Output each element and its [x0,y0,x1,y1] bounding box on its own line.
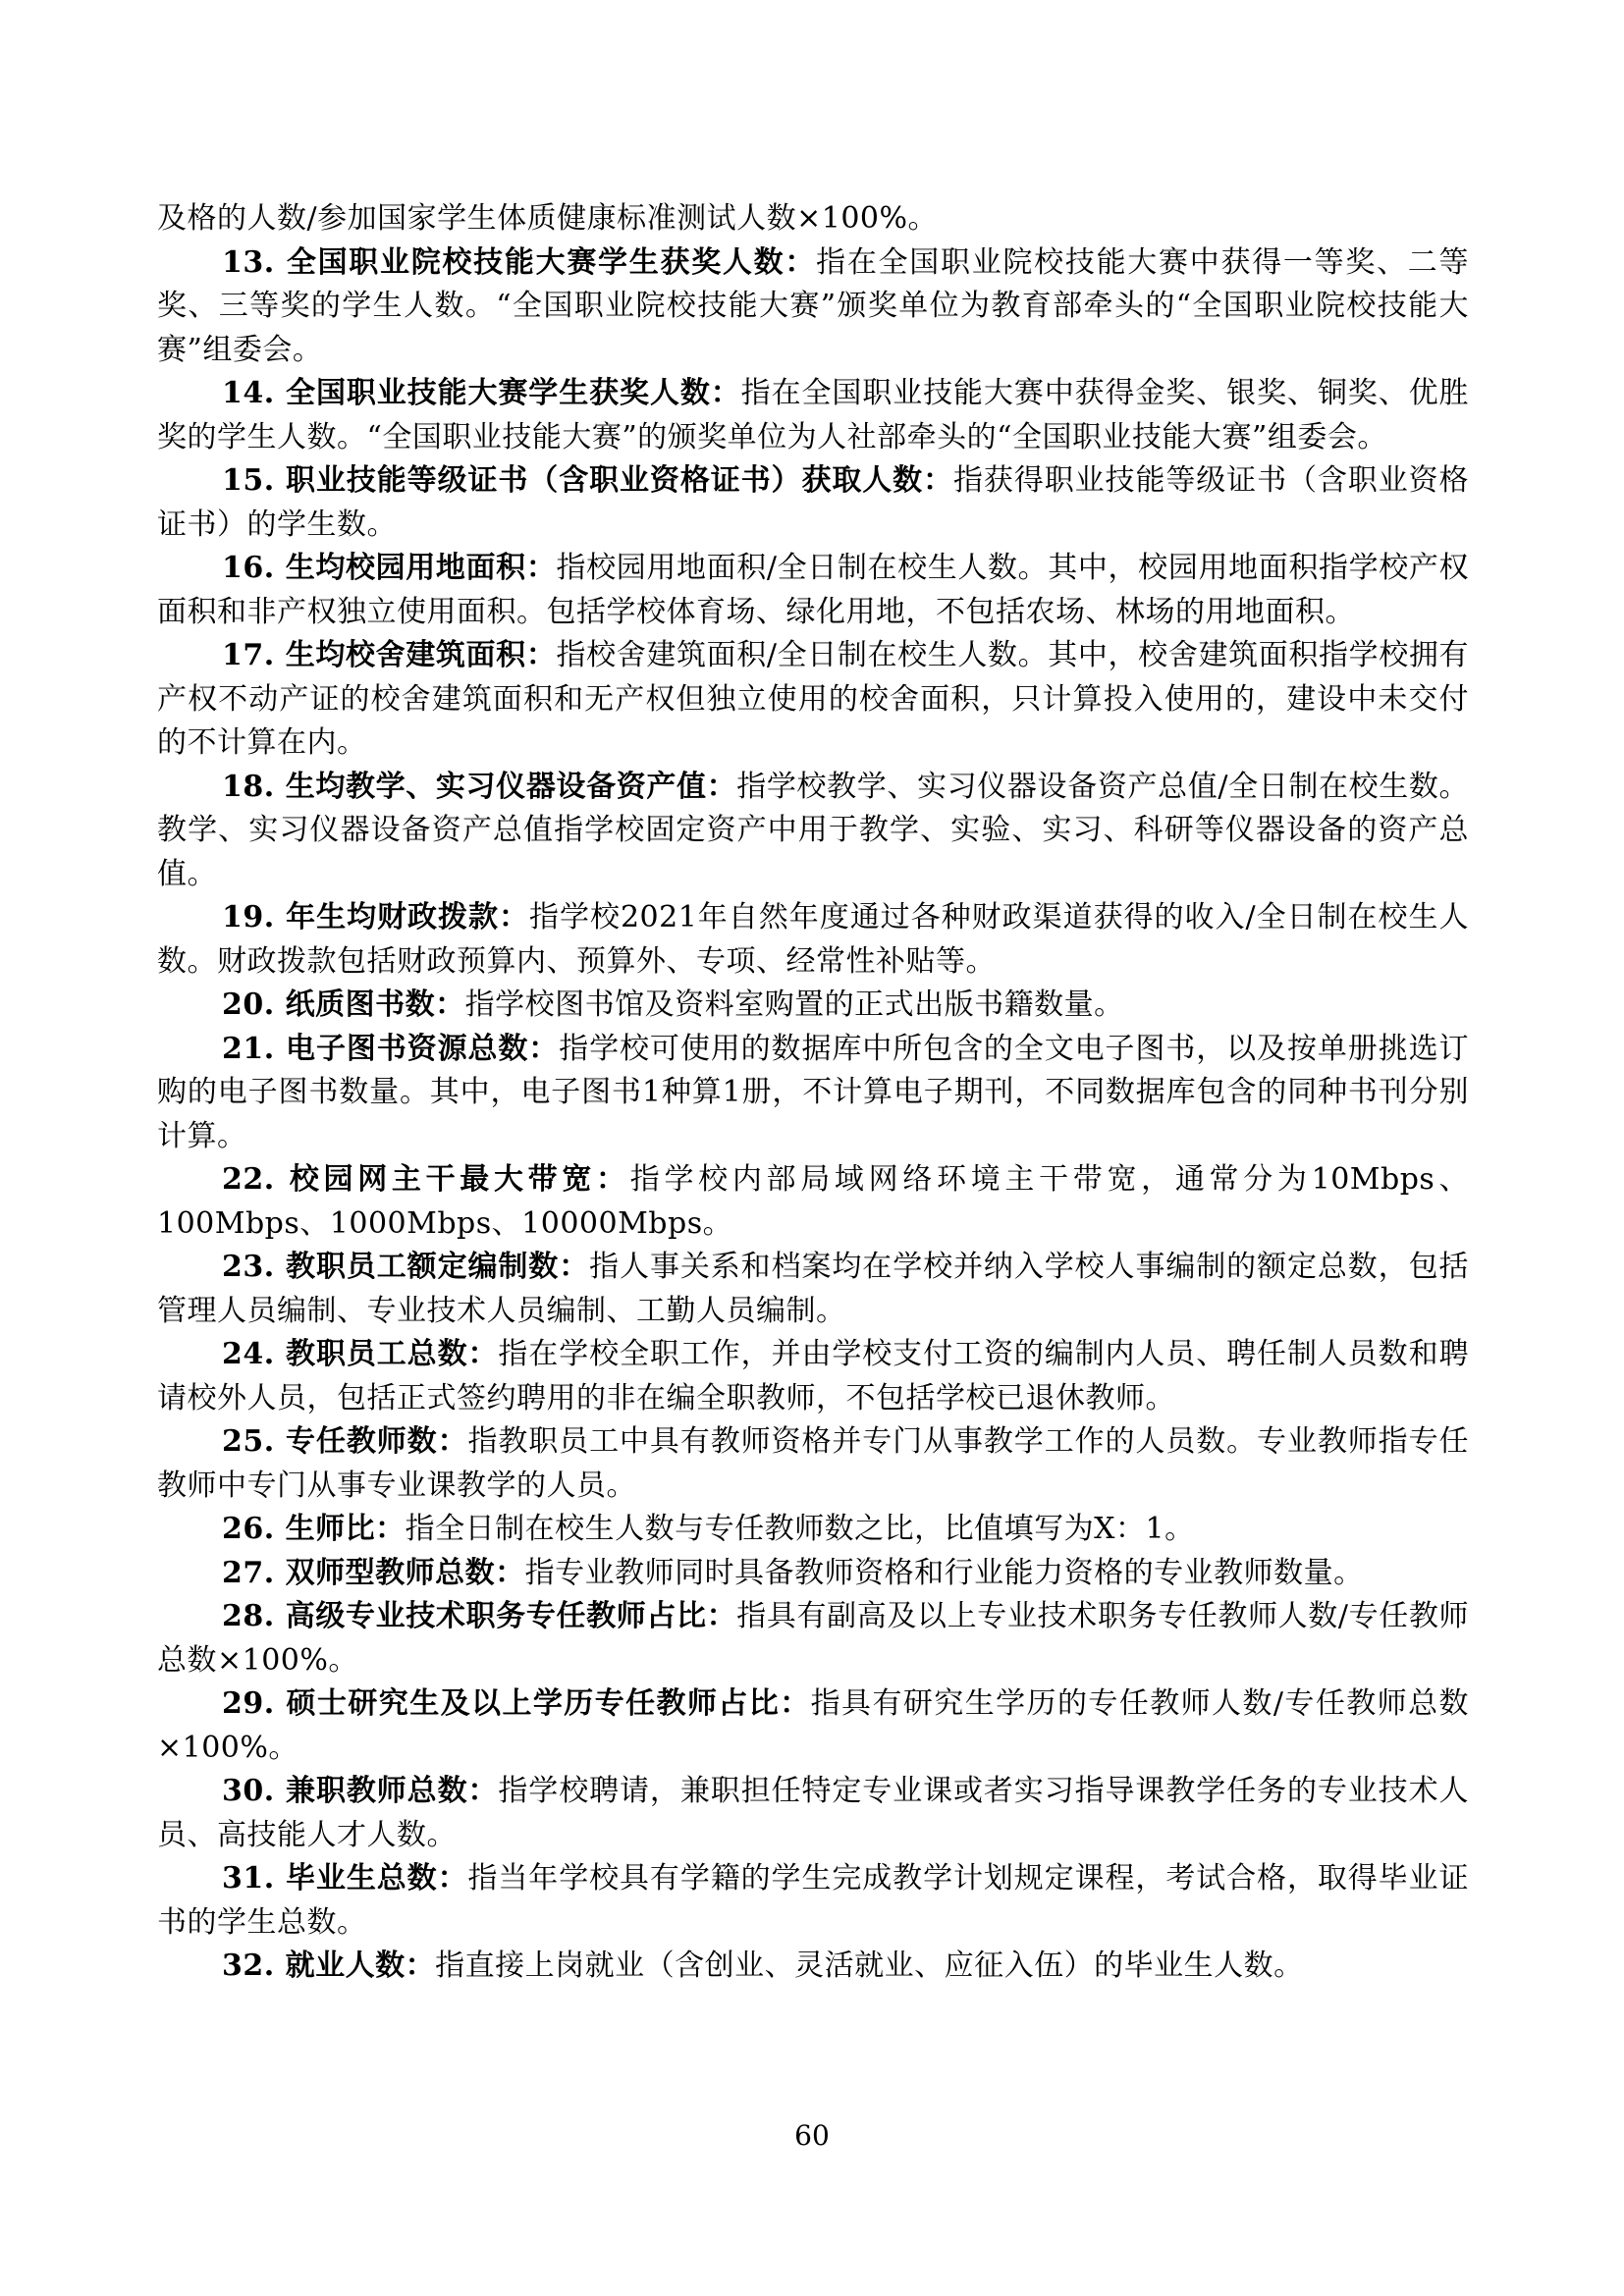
item-definition: 指人事关系和档案均在学校并纳入学校人事编制的额定总数，包括管理人员编制、专业技术人员编制、工勤人员编制。 [157,1250,1470,1328]
item-term: 21. 电子图书资源总数： [222,1031,560,1066]
item-definition: 指学校图书馆及资料室购置的正式出版书籍数量。 [464,988,1124,1022]
item-term: 31. 毕业生总数： [222,1861,468,1896]
definition-item-18 [157,766,1469,897]
definition-item-27 [157,1552,1469,1596]
item-definition: 指学校可使用的数据库中所包含的全文电子图书，以及按单册挑选订购的电子图书数量。其中，电子图书1种算1册，不计算电子期刊，不同数据库包含的同种书刊分别计算。 [157,1031,1469,1153]
definition-item-16 [157,547,1469,634]
definition-item-26 [157,1508,1469,1552]
item-term: 32. 就业人数： [222,1949,436,1983]
definitions-list [157,241,1469,1989]
definition-item-32 [157,1945,1469,1989]
definition-item-29 [157,1682,1469,1770]
item-term: 24. 教职员工总数： [222,1337,499,1371]
definition-item-28 [157,1595,1469,1682]
item-definition: 指学校内部局域网络环境主干带宽，通常分为10Mbps、100Mbps、1000Mbps、10000Mbps。 [157,1162,1470,1241]
item-definition: 指教职员工中具有教师资格并专门从事教学工作的人员数。专业教师指专任教师中专门从事专业课教学的人员。 [157,1424,1469,1503]
item-term: 20. 纸质图书数： [222,988,465,1022]
item-term: 26. 生师比： [222,1512,406,1546]
definition-item-20 [157,984,1469,1028]
item-term: 15. 职业技能等级证书（含职业资格证书）获取人数： [222,463,953,498]
definition-item-22 [157,1158,1469,1246]
item-definition: 指直接上岗就业（含创业、灵活就业、应征入伍）的毕业生人数。 [435,1949,1304,1983]
definition-item-13 [157,241,1469,373]
item-term: 18. 生均教学、实习仪器设备资产值： [222,769,737,804]
definition-item-17 [157,634,1469,766]
item-definition: 指全日制在校生人数与专任教师数之比，比值填写为X：1。 [405,1512,1195,1546]
page-number: 60 [794,2119,830,2152]
item-term: 13. 全国职业院校技能大赛学生获奖人数： [222,244,817,280]
item-term: 27. 双师型教师总数： [222,1555,525,1590]
item-term: 22. 校园网主干最大带宽： [222,1162,630,1197]
definition-item-15 [157,459,1469,547]
item-term: 28. 高级专业技术职务专任教师占比： [222,1599,737,1633]
item-term: 30. 兼职教师总数： [222,1774,499,1808]
definition-item-19 [157,896,1469,984]
definition-item-23 [157,1246,1469,1333]
continuation-paragraph: 及格的人数/参加国家学生体质健康标准测试人数×100%。 [157,201,939,236]
item-definition: 指学校教学、实习仪器设备资产总值/全日制在校生数。教学、实习仪器设备资产总值指学校固定资产中用于教学、实验、实习、科研等仪器设备的资产总值。 [157,769,1470,891]
item-definition: 指在全国职业院校技能大赛中获得一等奖、二等奖、三等奖的学生人数。“全国职业院校技能大赛”颁奖单位为教育部牵头的“全国职业院校技能大赛”组委会。 [157,244,1470,367]
item-term: 25. 专任教师数： [222,1424,468,1459]
item-definition: 指学校2021年自然年度通过各种财政渠道获得的收入/全日制在校生人数。财政拨款包括财政预算内、预算外、专项、经常性补贴等。 [157,900,1469,979]
definition-item-30 [157,1770,1469,1857]
definition-item-25 [157,1420,1469,1508]
item-definition: 指获得职业技能等级证书（含职业资格证书）的学生数。 [157,463,1470,542]
item-definition: 指在学校全职工作，并由学校支付工资的编制内人员、聘任制人员数和聘请校外人员，包括正式签约聘用的非在编全职教师，不包括学校已退休教师。 [157,1337,1469,1415]
item-definition: 指专业教师同时具备教师资格和行业能力资格的专业教师数量。 [524,1555,1364,1590]
item-term: 16. 生均校园用地面积： [222,551,557,585]
item-definition: 指校舍建筑面积/全日制在校生人数。其中，校舍建筑面积指学校拥有产权不动产证的校舍建筑面积和无产权但独立使用的校舍面积，只计算投入使用的，建设中未交付的不计算在内。 [157,638,1469,760]
item-term: 29. 硕士研究生及以上学历专任教师占比： [222,1686,811,1721]
item-term: 17. 生均校舍建筑面积： [222,638,557,672]
item-definition: 指校园用地面积/全日制在校生人数。其中，校园用地面积指学校产权面积和非产权独立使用面积。包括学校体育场、绿化用地，不包括农场、林场的用地面积。 [157,551,1469,629]
item-definition: 指学校聘请，兼职担任特定专业课或者实习指导课教学任务的专业技术人员、高技能人才人数。 [157,1774,1469,1852]
definition-item-14 [157,372,1469,459]
item-definition: 指在全国职业技能大赛中获得金奖、银奖、铜奖、优胜奖的学生人数。“全国职业技能大赛”的颁奖单位为人社部牵头的“全国职业技能大赛”组委会。 [157,376,1470,454]
item-definition: 指具有研究生学历的专任教师人数/专任教师总数×100%。 [157,1686,1469,1765]
definition-item-21 [157,1028,1469,1159]
item-term: 14. 全国职业技能大赛学生获奖人数： [222,376,741,410]
definition-item-31 [157,1857,1469,1945]
definition-item-24 [157,1333,1469,1420]
item-definition: 指具有副高及以上专业技术职务专任教师人数/专任教师总数×100%。 [157,1599,1470,1678]
item-definition: 指当年学校具有学籍的学生完成教学计划规定课程，考试合格，取得毕业证书的学生总数。 [157,1861,1469,1940]
document-body [157,197,1469,1989]
item-term: 19. 年生均财政拨款： [222,900,529,934]
item-term: 23. 教职员工额定编制数： [222,1250,590,1284]
